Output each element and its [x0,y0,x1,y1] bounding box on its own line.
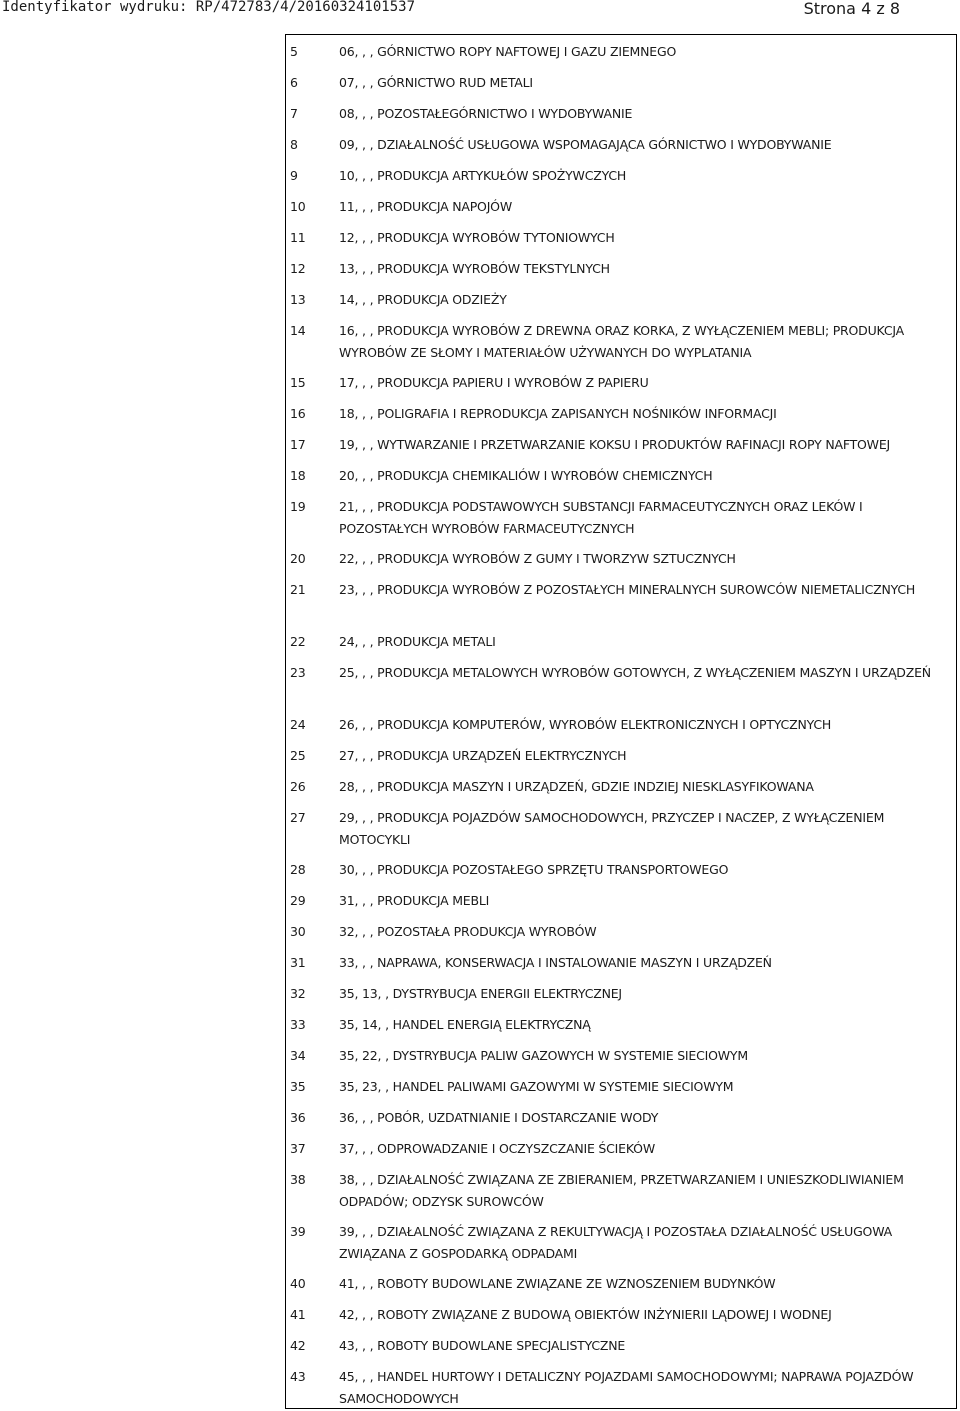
pkd-activity: 16, , , PRODUKCJA WYROBÓW Z DREWNA ORAZ KORKA, Z WYŁĄCZENIEM MEBLI; PRODUKCJA WYROBÓW ZE SŁOMY I MATERIAŁÓW UŻYWANYCH DO WYPLATANIA [339,323,905,360]
pkd-activity: 38, , , DZIAŁALNOŚĆ ZWIĄZANA ZE ZBIERANIEM, PRZETWARZANIEM I UNIESZKODLIWIANIEM ODPADÓW; ODZYSK SUROWCÓW [339,1172,904,1209]
row-number: 20 [290,551,306,566]
pkd-activity: 21, , , PRODUKCJA PODSTAWOWYCH SUBSTANCJI FARMACEUTYCZNYCH ORAZ LEKÓW I POZOSTAŁYCH WYROBÓW FARMACEUTYCZNYCH [339,499,863,536]
row-number: 25 [290,748,306,763]
pkd-activity: 42, , , ROBOTY ZWIĄZANE Z BUDOWĄ OBIEKTÓW INŻYNIERII LĄDOWEJ I WODNEJ [339,1307,832,1322]
row-number: 28 [290,862,306,877]
pkd-activity: 31, , , PRODUKCJA MEBLI [339,893,490,908]
row-number: 37 [290,1141,306,1156]
row-number: 38 [290,1172,306,1187]
pkd-activity: 19, , , WYTWARZANIE I PRZETWARZANIE KOKSU I PRODUKTÓW RAFINACJI ROPY NAFTOWEJ [339,437,891,452]
pkd-activity: 35, 22, , DYSTRYBUCJA PALIW GAZOWYCH W SYSTEMIE SIECIOWYM [339,1048,748,1063]
pkd-activity: 45, , , HANDEL HURTOWY I DETALICZNY POJAZDAMI SAMOCHODOWYMI; NAPRAWA POJAZDÓW SAMOCHODOWYCH [339,1369,914,1406]
row-number: 26 [290,779,306,794]
row-number: 29 [290,893,306,908]
row-number: 39 [290,1224,306,1239]
row-number: 40 [290,1276,306,1291]
row-number: 34 [290,1048,306,1063]
row-number: 8 [290,137,298,152]
pkd-activity: 17, , , PRODUKCJA PAPIERU I WYROBÓW Z PAPIERU [339,375,649,390]
pkd-activity: 09, , , DZIAŁALNOŚĆ USŁUGOWA WSPOMAGAJĄCA GÓRNICTWO I WYDOBYWANIE [339,137,832,152]
row-number: 6 [290,75,298,90]
pkd-activity: 11, , , PRODUKCJA NAPOJÓW [339,199,512,214]
row-number: 41 [290,1307,306,1322]
row-number: 43 [290,1369,306,1384]
row-number: 15 [290,375,306,390]
row-number: 10 [290,199,306,214]
pkd-activity: 43, , , ROBOTY BUDOWLANE SPECJALISTYCZNE [339,1338,626,1353]
pkd-activity: 22, , , PRODUKCJA WYROBÓW Z GUMY I TWORZYW SZTUCZNYCH [339,551,736,566]
pkd-activity: 13, , , PRODUKCJA WYROBÓW TEKSTYLNYCH [339,261,610,276]
pkd-activity: 18, , , POLIGRAFIA I REPRODUKCJA ZAPISANYCH NOŚNIKÓW INFORMACJI [339,406,777,421]
row-number: 30 [290,924,306,939]
pkd-activity: 33, , , NAPRAWA, KONSERWACJA I INSTALOWANIE MASZYN I URZĄDZEŃ [339,955,772,970]
row-number: 12 [290,261,306,276]
print-identifier: Identyfikator wydruku: RP/472783/4/20160324101537 [2,0,416,15]
pkd-activity: 07, , , GÓRNICTWO RUD METALI [339,75,533,90]
pkd-activity: 20, , , PRODUKCJA CHEMIKALIÓW I WYROBÓW CHEMICZNYCH [339,468,713,483]
row-number: 27 [290,810,306,825]
pkd-activity: 32, , , POZOSTAŁA PRODUKCJA WYROBÓW [339,924,597,939]
pkd-activity: 23, , , PRODUKCJA WYROBÓW Z POZOSTAŁYCH MINERALNYCH SUROWCÓW NIEMETALICZNYCH [339,582,916,597]
pkd-activity: 14, , , PRODUKCJA ODZIEŻY [339,292,507,307]
row-number: 42 [290,1338,306,1353]
row-number: 14 [290,323,306,338]
pkd-activity: 10, , , PRODUKCJA ARTYKUŁÓW SPOŻYWCZYCH [339,168,627,183]
pkd-activity: 29, , , PRODUKCJA POJAZDÓW SAMOCHODOWYCH, PRZYCZEP I NACZEP, Z WYŁĄCZENIEM MOTOCYKLI [339,810,885,847]
pkd-activity: 08, , , POZOSTAŁEGÓRNICTWO I WYDOBYWANIE [339,106,633,121]
pkd-activity: 41, , , ROBOTY BUDOWLANE ZWIĄZANE ZE WZNOSZENIEM BUDYNKÓW [339,1276,776,1291]
row-number: 7 [290,106,298,121]
pkd-activity: 24, , , PRODUKCJA METALI [339,634,496,649]
row-number: 11 [290,230,306,245]
row-number: 24 [290,717,306,732]
pkd-activity: 35, 14, , HANDEL ENERGIĄ ELEKTRYCZNĄ [339,1017,591,1032]
row-number: 33 [290,1017,306,1032]
pkd-activity: 27, , , PRODUKCJA URZĄDZEŃ ELEKTRYCZNYCH [339,748,627,763]
row-number: 16 [290,406,306,421]
pkd-activity: 12, , , PRODUKCJA WYROBÓW TYTONIOWYCH [339,230,615,245]
row-number: 5 [290,44,298,59]
row-number: 36 [290,1110,306,1125]
pkd-activity: 36, , , POBÓR, UZDATNIANIE I DOSTARCZANIE WODY [339,1110,659,1125]
row-number: 32 [290,986,306,1001]
row-number: 18 [290,468,306,483]
pkd-activity: 30, , , PRODUKCJA POZOSTAŁEGO SPRZĘTU TRANSPORTOWEGO [339,862,729,877]
row-number: 13 [290,292,306,307]
row-number: 23 [290,665,306,680]
pkd-activity: 26, , , PRODUKCJA KOMPUTERÓW, WYROBÓW ELEKTRONICZNYCH I OPTYCZNYCH [339,717,832,732]
row-number: 22 [290,634,306,649]
row-number: 17 [290,437,306,452]
pkd-activity: 39, , , DZIAŁALNOŚĆ ZWIĄZANA Z REKULTYWACJĄ I POZOSTAŁA DZIAŁALNOŚĆ USŁUGOWA ZWIĄZANA Z GOSPODARKĄ ODPADAMI [339,1224,893,1261]
row-number: 35 [290,1079,306,1094]
pkd-activity: 35, 13, , DYSTRYBUCJA ENERGII ELEKTRYCZNEJ [339,986,622,1001]
row-number: 31 [290,955,306,970]
row-number: 19 [290,499,306,514]
pkd-activity: 35, 23, , HANDEL PALIWAMI GAZOWYMI W SYSTEMIE SIECIOWYM [339,1079,734,1094]
page-number: Strona 4 z 8 [803,0,900,18]
row-number: 9 [290,168,298,183]
pkd-activity: 28, , , PRODUKCJA MASZYN I URZĄDZEŃ, GDZIE INDZIEJ NIESKLASYFIKOWANA [339,779,814,794]
pkd-activity: 06, , , GÓRNICTWO ROPY NAFTOWEJ I GAZU ZIEMNEGO [339,44,677,59]
pkd-activity: 25, , , PRODUKCJA METALOWYCH WYROBÓW GOTOWYCH, Z WYŁĄCZENIEM MASZYN I URZĄDZEŃ [339,665,931,680]
pkd-activity: 37, , , ODPROWADZANIE I OCZYSZCZANIE ŚCIEKÓW [339,1141,655,1156]
row-number: 21 [290,582,306,597]
